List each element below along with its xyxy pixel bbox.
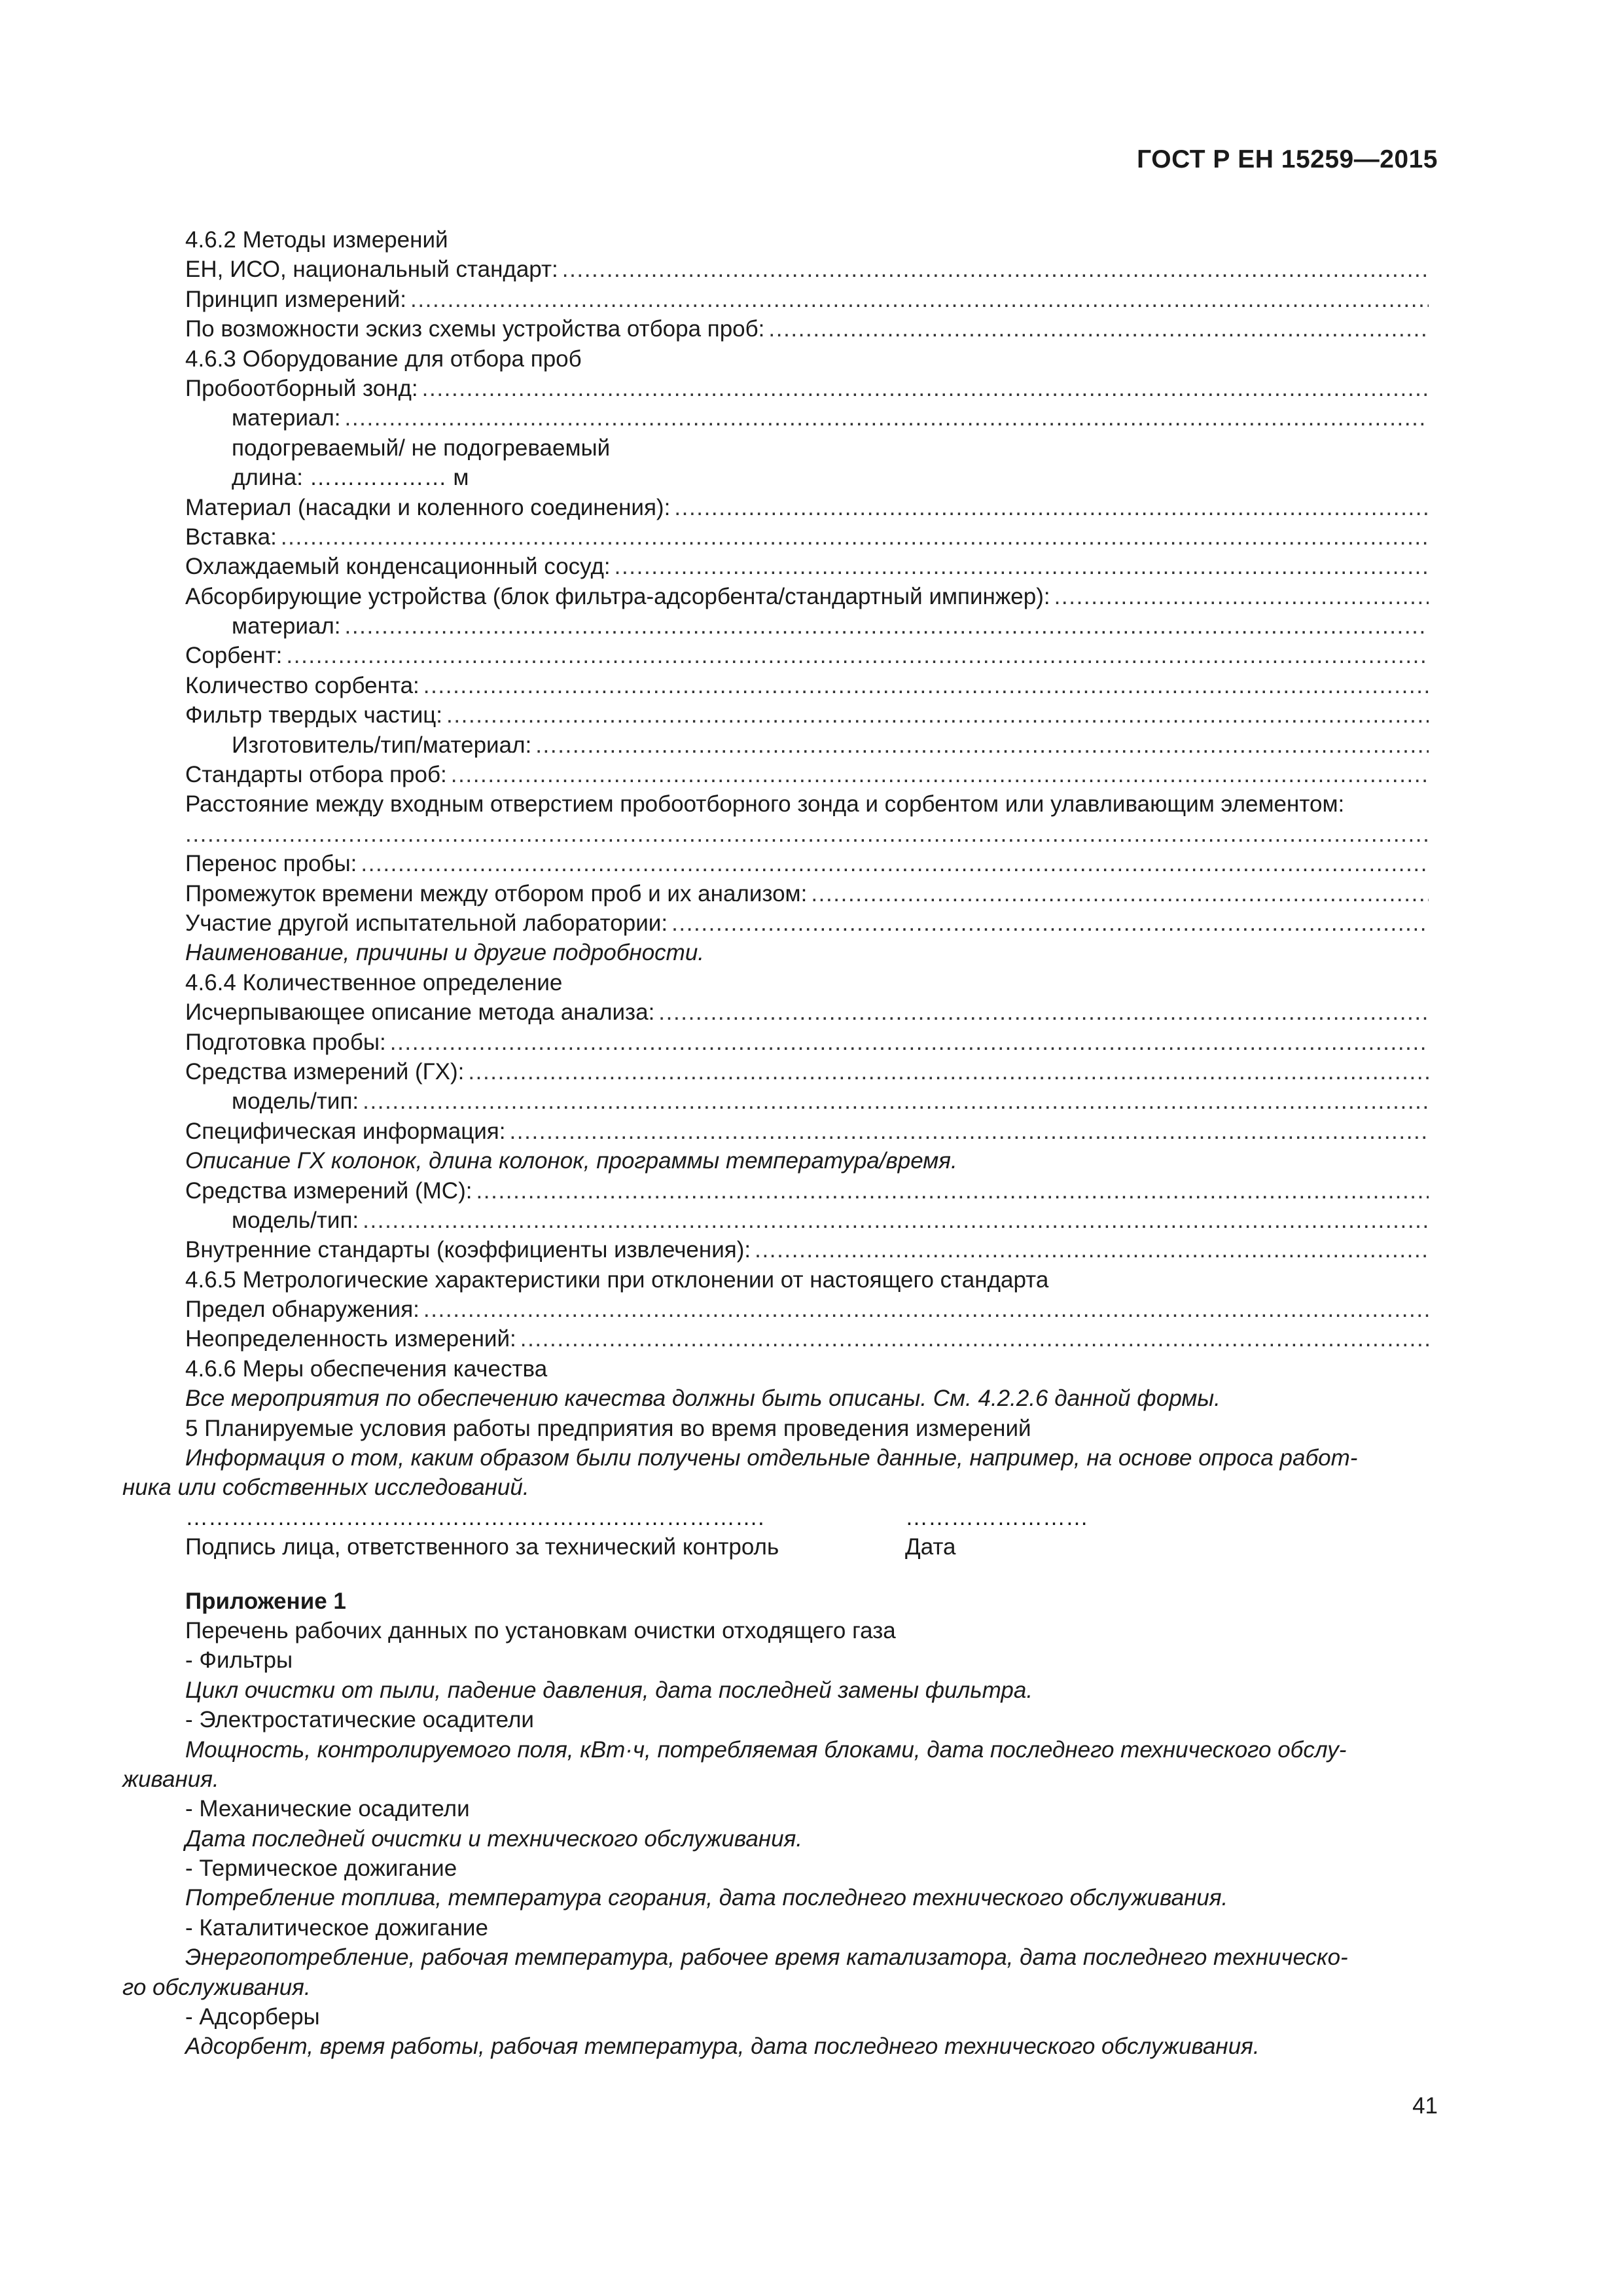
form-field: Исчерпывающее описание метода анализа: ..... — [185, 997, 1429, 1027]
fill-line[interactable] — [361, 849, 1429, 878]
list-item: - Термическое дожигание — [185, 1856, 457, 1882]
form-field: модель/тип: ..... — [185, 1206, 1429, 1235]
form-field: Охлаждаемый конденсационный сосуд: ..... — [185, 552, 1429, 581]
section-title: 4.6.4 Количественное определение — [185, 969, 563, 996]
fill-line[interactable] — [423, 671, 1429, 700]
appendix-intro: Перечень рабочих данных по установкам очистки отходящего газа — [185, 1617, 896, 1643]
fill-line[interactable] — [422, 374, 1429, 403]
appendix-title: Приложение 1 — [185, 1588, 346, 1614]
fill-line[interactable] — [755, 1235, 1429, 1265]
page-number: 41 — [1412, 2093, 1438, 2119]
list-item-note: Потребление топлива, температура сгорания, дата последнего технического обслуживания. — [185, 1885, 1228, 1911]
form-field: Материал (насадки и коленного соединения): ..... — [185, 493, 1429, 522]
form-note: Информация о том, каким образом были получены отдельные данные, например, на основе опроса работ- — [185, 1445, 1358, 1471]
fill-line[interactable] — [476, 1176, 1429, 1206]
form-content — [122, 225, 1429, 2062]
form-field: Изготовитель/тип/материал: ..... — [185, 730, 1429, 760]
form-field: модель/тип: ..... — [185, 1086, 1429, 1116]
list-item: - Механические осадители — [185, 1796, 470, 1822]
form-field: Неопределенность измерений: ..... — [185, 1324, 1429, 1354]
form-field-label: Расстояние между входным отверстием пробоотборного зонда и сорбентом или улавливающим элементом: — [185, 791, 1345, 817]
fill-line[interactable] — [390, 1028, 1429, 1057]
form-field: материал: ..... — [185, 611, 1429, 641]
list-item: - Фильтры — [185, 1647, 293, 1674]
form-field: Количество сорбента: ..... — [185, 671, 1429, 700]
form-field: Промежуток времени между отбором проб и их анализом: ..... — [185, 879, 1429, 908]
fill-line[interactable] — [446, 700, 1429, 730]
fill-line[interactable] — [811, 879, 1429, 908]
fill-line[interactable] — [363, 1086, 1429, 1116]
form-note-continuation: ника или собственных исследований. — [122, 1475, 529, 1501]
form-field: Принцип измерений: ..... — [185, 285, 1429, 314]
form-field: Предел обнаружения: ..... — [185, 1295, 1429, 1324]
fill-line[interactable] — [451, 760, 1429, 789]
fill-line[interactable] — [345, 611, 1429, 641]
fill-line[interactable] — [363, 1206, 1429, 1235]
section-title: 4.6.6 Меры обеспечения качества — [185, 1355, 548, 1382]
section-title: 4.6.5 Метрологические характеристики при отклонении от настоящего стандарта — [185, 1266, 1049, 1293]
form-field: Перенос пробы: ..... — [185, 849, 1429, 878]
signature-label: Подпись лица, ответственного за технический контроль — [185, 1534, 779, 1560]
date-label: Дата — [905, 1534, 956, 1560]
list-item-note-continuation: го обслуживания. — [122, 1974, 311, 2000]
form-field: Средства измерений (МС): ..... — [185, 1176, 1429, 1206]
form-note: Описание ГХ колонок, длина колонок, программы температура/время. — [185, 1148, 957, 1174]
fill-line[interactable] — [509, 1117, 1429, 1146]
fill-line[interactable] — [768, 314, 1429, 344]
fill-line[interactable] — [615, 552, 1429, 581]
list-item-note: Цикл очистки от пыли, падение давления, дата последней замены фильтра. — [185, 1677, 1033, 1703]
list-item-note: Мощность, контролируемого поля, кВт·ч, потребляемая блоками, дата последнего технического обслу- — [185, 1736, 1347, 1763]
fill-line[interactable] — [410, 285, 1429, 314]
form-field: По возможности эскиз схемы устройства отбора проб: ..... — [185, 314, 1429, 344]
list-item: - Электростатические осадители — [185, 1707, 534, 1733]
document-header: ГОСТ Р ЕН 15259—2015 — [1137, 145, 1438, 173]
form-field: Пробоотборный зонд: ..... — [185, 374, 1429, 403]
list-item-note: Дата последней очистки и технического обслуживания. — [185, 1825, 802, 1852]
list-item-note-continuation: живания. — [122, 1766, 219, 1792]
fill-line[interactable] — [535, 730, 1429, 760]
form-field: Сорбент: ..... — [185, 641, 1429, 670]
fill-line[interactable] — [345, 403, 1429, 433]
form-option-text: подогреваемый/ не подогреваемый — [232, 435, 611, 461]
section-title: 5 Планируемые условия работы предприятия во время проведения измерений — [185, 1415, 1031, 1441]
signature-field[interactable]: …………………………………………………………………. — [185, 1504, 764, 1530]
fill-line[interactable] — [658, 997, 1429, 1027]
form-field: Фильтр твердых частиц: ..... — [185, 700, 1429, 730]
form-field: Внутренние стандарты (коэффициенты извлечения): ..... — [185, 1235, 1429, 1265]
form-field: Средства измерений (ГХ): ..... — [185, 1057, 1429, 1086]
signature-labels — [185, 1532, 1429, 1562]
form-field: Стандарты отбора проб: ..... — [185, 760, 1429, 789]
list-item-note: Адсорбент, время работы, рабочая температура, дата последнего технического обслуживания. — [185, 2034, 1260, 2060]
list-item: - Адсорберы — [185, 2004, 320, 2030]
form-field: Специфическая информация: ..... — [185, 1117, 1429, 1146]
fill-line[interactable] — [1054, 582, 1429, 611]
form-field-continuation — [185, 819, 1429, 849]
section-title: 4.6.3 Оборудование для отбора проб — [185, 346, 582, 372]
list-item-note: Энергопотребление, рабочая температура, рабочее время катализатора, дата последнего техническо- — [185, 1945, 1348, 1971]
fill-line[interactable] — [185, 819, 1429, 849]
form-note: Наименование, причины и другие подробности. — [185, 940, 705, 966]
fill-line[interactable] — [286, 641, 1429, 670]
date-field[interactable]: …………………… — [905, 1504, 1088, 1530]
form-field-length: длина: ……………… м — [232, 465, 469, 491]
list-item: - Каталитическое дожигание — [185, 1914, 488, 1941]
form-field: Подготовка пробы: ..... — [185, 1028, 1429, 1057]
section-title: 4.6.2 Методы измерений — [185, 227, 448, 253]
fill-line[interactable] — [520, 1324, 1429, 1354]
fill-line[interactable] — [423, 1295, 1429, 1324]
fill-line[interactable] — [674, 493, 1429, 522]
form-field: материал: ..... — [185, 403, 1429, 433]
form-field: Участие другой испытательной лаборатории: ..... — [185, 908, 1429, 938]
form-field: Вставка: ..... — [185, 522, 1429, 552]
signature-dots — [185, 1503, 1429, 1532]
fill-line[interactable] — [671, 908, 1429, 938]
fill-line[interactable] — [562, 255, 1429, 284]
form-field: ЕН, ИСО, национальный стандарт: ..... — [185, 255, 1429, 284]
fill-line[interactable] — [281, 522, 1429, 552]
form-field: Абсорбирующие устройства (блок фильтра-адсорбента/стандартный импинжер): ..... — [185, 582, 1429, 611]
fill-line[interactable] — [468, 1057, 1429, 1086]
form-note: Все мероприятия по обеспечению качества должны быть описаны. См. 4.2.2.6 данной формы. — [185, 1386, 1221, 1412]
